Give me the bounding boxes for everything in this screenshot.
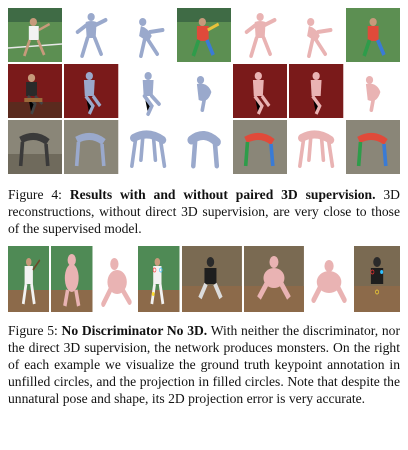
figure-5-title: No Discriminator No 3D. xyxy=(61,323,208,338)
photo-tennis-with-overlay xyxy=(177,8,231,62)
mesh-monster-1 xyxy=(95,246,136,312)
photo-kneeling-monster-overlay xyxy=(244,246,304,312)
photo-gym-overlay-colored-2 xyxy=(346,120,400,174)
figure-5-label: Figure 5: xyxy=(8,323,58,338)
photo-person-on-chair xyxy=(8,64,62,118)
mesh-monster-2 xyxy=(306,246,352,312)
photo-gym-bending xyxy=(8,120,62,174)
mesh-tennis-side xyxy=(121,8,175,62)
figure-5-image-row xyxy=(8,246,400,312)
figure-5-caption xyxy=(8,322,400,407)
mesh-gym-side xyxy=(177,120,231,174)
mesh-chair-curled xyxy=(177,64,231,118)
figure-4-label: Figure 4: xyxy=(8,187,62,202)
photo-person-on-chair-mesh-overlay xyxy=(64,64,118,118)
photo-baseball-batter-keypoints xyxy=(138,246,179,312)
mesh-gym-front xyxy=(121,120,175,174)
mesh-tennis-pink-front xyxy=(233,8,287,62)
mesh-tennis-pink-side xyxy=(289,8,343,62)
photo-gym-overlay-colored xyxy=(233,120,287,174)
figure-5-row xyxy=(8,246,400,312)
figure-5-text: With neither the discriminator, nor the direct 3D supervision, the network produces monsters. On the right of each example we visualize the ground truth keypoint annotation in unfilled circles, and the projection in filled circles. Note that despite the unnatural pose and shape, its 2D projection error is very accurate. xyxy=(8,323,401,406)
mesh-chair-front xyxy=(121,64,175,118)
photo-chair-pink-overlay-2 xyxy=(289,64,343,118)
photo-kneeling-keypoints xyxy=(354,246,400,312)
photo-tennis-player xyxy=(8,8,62,62)
figure-4-text: 3D reconstructions, without direct 3D supervision, are very close to those of the supervised model. xyxy=(8,187,400,236)
figure-4-title: Results with and without paired 3D supervision. xyxy=(69,187,376,202)
figure-4-row-tennis xyxy=(8,8,400,62)
figure-4-row-chair xyxy=(8,64,400,118)
photo-baseball-monster-overlay-1 xyxy=(51,246,92,312)
photo-gym-bending-2 xyxy=(64,120,118,174)
photo-kneeling-player xyxy=(182,246,242,312)
mesh-chair-pink xyxy=(346,64,400,118)
mesh-tennis-front xyxy=(64,8,118,62)
photo-baseball-batter-1 xyxy=(8,246,49,312)
figure-4-image-grid xyxy=(8,8,400,176)
photo-tennis-overlay-2 xyxy=(346,8,400,62)
photo-chair-pink-overlay xyxy=(233,64,287,118)
figure-4-caption xyxy=(8,186,400,237)
figure-4-row-gym xyxy=(8,120,400,174)
mesh-gym-pink-front xyxy=(289,120,343,174)
